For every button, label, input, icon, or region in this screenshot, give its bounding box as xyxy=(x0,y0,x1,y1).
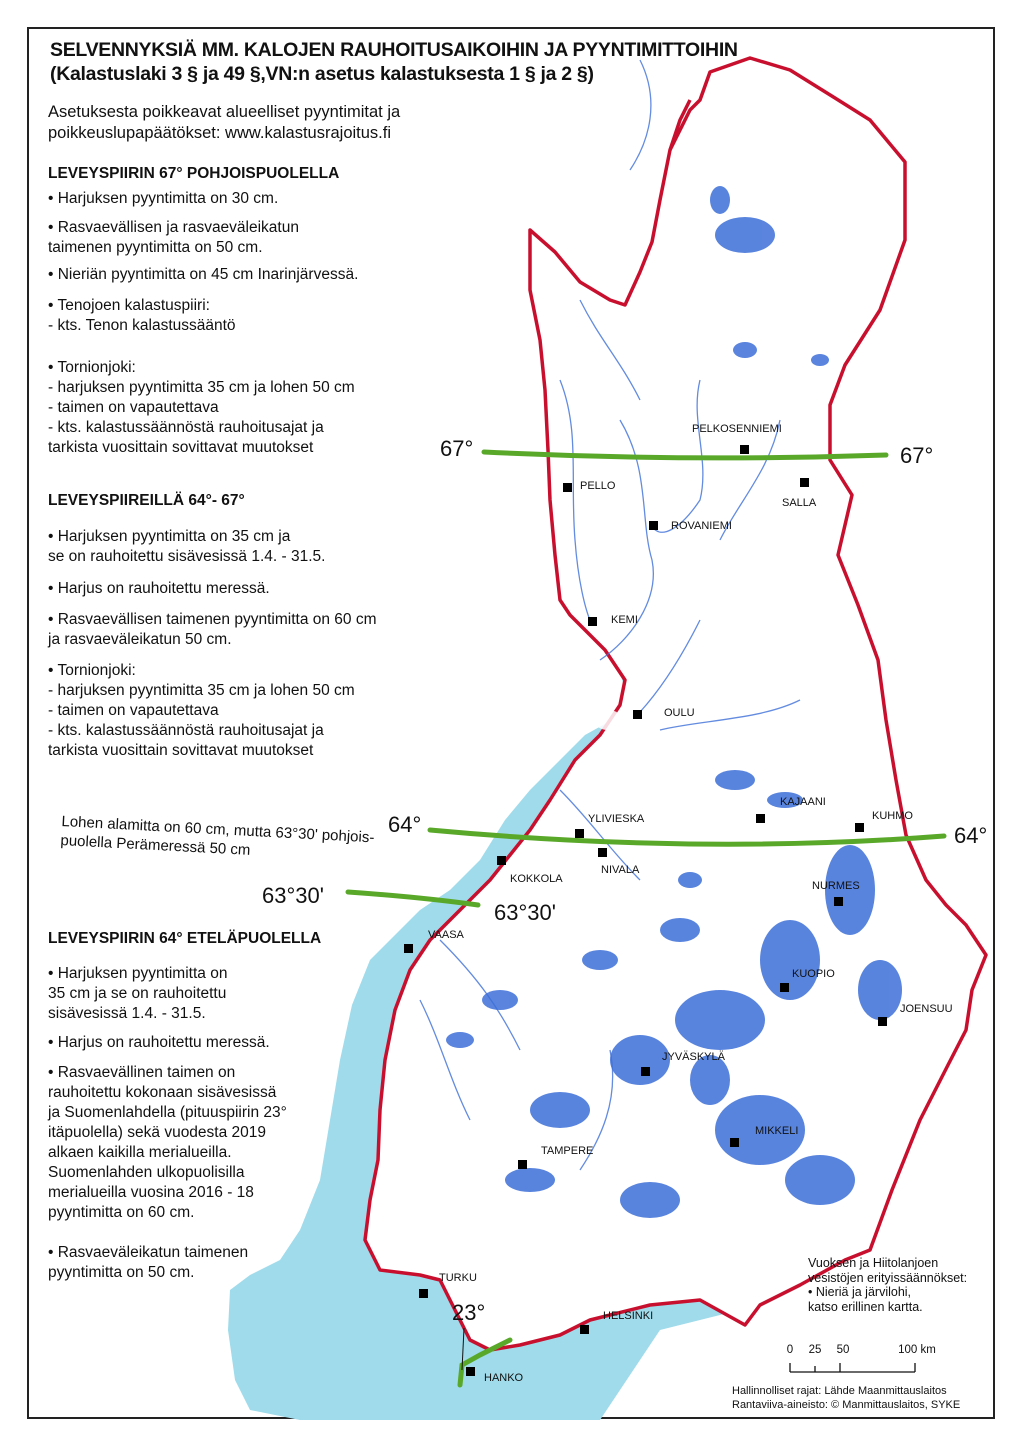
scale-label-100km: 100 km xyxy=(898,1344,936,1356)
nivala-marker xyxy=(598,848,607,857)
city-label-nurmes: NURMES xyxy=(812,880,860,892)
city-label-ylivieska: YLIVIESKA xyxy=(588,813,645,825)
vuoksi-note: Vuoksen ja Hiitolanjoen vesistöjen erityissäännökset: • Nieriä ja järvilohi, katso erillinen kartta. xyxy=(808,1256,968,1314)
ylivieska-marker xyxy=(575,829,584,838)
south-item: • Harjuksen pyyntimitta on 35 cm ja se on rauhoitettu sisävesissä 1.4. - 31.5. xyxy=(48,965,228,1022)
kuopio-marker xyxy=(780,983,789,992)
north-item: • Harjuksen pyyntimitta on 30 cm. xyxy=(48,190,279,207)
mikkeli-marker xyxy=(730,1138,739,1147)
scale-label-50: 50 xyxy=(836,1344,850,1356)
tampere-marker xyxy=(518,1160,527,1169)
city-label-pello: PELLO xyxy=(580,480,616,492)
oulu-marker xyxy=(633,710,642,719)
city-label-helsinki: HELSINKI xyxy=(603,1310,654,1322)
pello-marker xyxy=(563,483,572,492)
north-item: • Rasvaevällisen ja rasvaeväleikatun taimenen pyyntimitta on 50 cm. xyxy=(48,219,299,256)
north-item: • Tornionjoki: - harjuksen pyyntimitta 35 cm ja lohen 50 cm - taimen on vapautettava - kts. kalastussäännöstä rauhoitusajat ja tarkista vuosittain sovittavat muutokset xyxy=(48,359,355,456)
north-heading: LEVEYSPIIRIN 67° POHJOISPUOLELLA xyxy=(48,165,340,182)
map-title: SELVENNYKSIÄ MM. KALOJEN RAUHOITUSAIKOIHIN JA PYYNTIMITTOIHIN xyxy=(50,39,738,61)
city-label-kokkola: KOKKOLA xyxy=(510,873,563,885)
south-heading: LEVEYSPIIRIN 64° ETELÄPUOLELLA xyxy=(48,930,322,947)
city-label-kuopio: KUOPIO xyxy=(792,968,835,980)
salla-marker xyxy=(800,478,809,487)
city-label-oulu: OULU xyxy=(664,707,695,719)
south-item: • Harjus on rauhoitettu meressä. xyxy=(48,1034,270,1051)
scale-label-0: 0 xyxy=(786,1344,794,1356)
kokkola-marker xyxy=(497,856,506,865)
helsinki-marker xyxy=(580,1325,589,1334)
turku-marker xyxy=(419,1289,428,1298)
map-subtitle: (Kalastuslaki 3 § ja 49 §,VN:n asetus kalastuksesta 1 § ja 2 §) xyxy=(50,63,594,85)
city-label-joensuu: JOENSUU xyxy=(900,1003,953,1015)
middle-item: • Tornionjoki: - harjuksen pyyntimitta 35 cm ja lohen 50 cm - taimen on vapautettava - kts. kalastussäännöstä rauhoitusajat ja tarkista vuosittain sovittavat muutokset xyxy=(48,662,355,759)
intro-line2: poikkeuslupapäätökset: www.kalastusrajoitus.fi xyxy=(48,124,392,142)
north-item: • Tenojoen kalastuspiiri: - kts. Tenon kalastussääntö xyxy=(48,297,236,334)
lat67-right-label: 67° xyxy=(900,443,934,468)
city-label-pelkosenniemi: PELKOSENNIEMI xyxy=(692,423,782,435)
city-label-kuhmo: KUHMO xyxy=(872,810,913,822)
kajaani-marker xyxy=(756,814,765,823)
lon23-label: 23° xyxy=(452,1300,486,1325)
city-label-turku: TURKU xyxy=(439,1272,477,1284)
middle-item: • Rasvaevällisen taimenen pyyntimitta on 60 cm ja rasvaeväleikatun 50 cm. xyxy=(48,611,377,648)
salmon-note: Lohen alamitta on 60 cm, mutta 63°30' pohjois- puolella Perämeressä 50 cm xyxy=(60,812,375,859)
lat6330-left-label: 63°30' xyxy=(262,883,324,908)
pelkosenniemi-marker xyxy=(740,445,749,454)
lat6330-right-label: 63°30' xyxy=(494,900,556,925)
vaasa-marker xyxy=(404,944,413,953)
rovaniemi-marker xyxy=(649,521,658,530)
city-label-rovaniemi: ROVANIEMI xyxy=(671,520,732,532)
city-label-tampere: TAMPERE xyxy=(541,1145,594,1157)
city-label-mikkeli: MIKKELI xyxy=(755,1125,799,1137)
kemi-marker xyxy=(588,617,597,626)
middle-item: • Harjus on rauhoitettu meressä. xyxy=(48,580,270,597)
lat67-left-label: 67° xyxy=(440,436,474,461)
city-label-nivala: NIVALA xyxy=(601,864,640,876)
scale-label-25: 25 xyxy=(808,1344,822,1356)
city-label-kemi: KEMI xyxy=(611,614,638,626)
city-label-hanko: HANKO xyxy=(484,1372,524,1384)
joensuu-marker xyxy=(878,1017,887,1026)
nurmes-marker xyxy=(834,897,843,906)
middle-heading: LEVEYSPIIREILLÄ 64°- 67° xyxy=(48,492,245,509)
lat64-left-label: 64° xyxy=(388,812,422,837)
city-label-salla: SALLA xyxy=(782,497,817,509)
finland-land xyxy=(365,58,986,1350)
south-item: • Rasvaeväleikatun taimenen pyyntimitta on 50 cm. xyxy=(48,1244,249,1281)
city-label-jyvaskyla: JYVÄSKYLÄ xyxy=(662,1051,725,1063)
middle-item: • Harjuksen pyyntimitta on 35 cm ja se on rauhoitettu sisävesissä 1.4. - 31.5. xyxy=(48,528,326,565)
lat64-right-label: 64° xyxy=(954,823,988,848)
city-label-kajaani: KAJAANI xyxy=(780,796,826,808)
city-label-vaasa: VAASA xyxy=(428,929,464,941)
jyvaskyla-marker xyxy=(641,1067,650,1076)
north-item: • Nieriän pyyntimitta on 45 cm Inarinjärvessä. xyxy=(48,266,359,283)
intro-line1: Asetuksesta poikkeavat alueelliset pyyntimitat ja xyxy=(48,103,401,121)
map-credits: Hallinnolliset rajat: Lähde Maanmittauslaitos Rantaviiva-aineisto: © Manmittauslaitos, SYKE xyxy=(732,1385,961,1411)
scale-bar xyxy=(790,1363,915,1372)
hanko-marker xyxy=(466,1367,475,1376)
kuhmo-marker xyxy=(855,823,864,832)
south-item: • Rasvaevällinen taimen on rauhoitettu kokonaan sisävesissä ja Suomenlahdella (pituuspiirin 23° itäpuolella) sekä vuodesta 2019 alkaen kaikilla merialueilla. Suomenlahden ulkopuolisilla merialueilla vuosina 2016 - 18 pyyntimitta on 60 cm. xyxy=(48,1064,287,1221)
